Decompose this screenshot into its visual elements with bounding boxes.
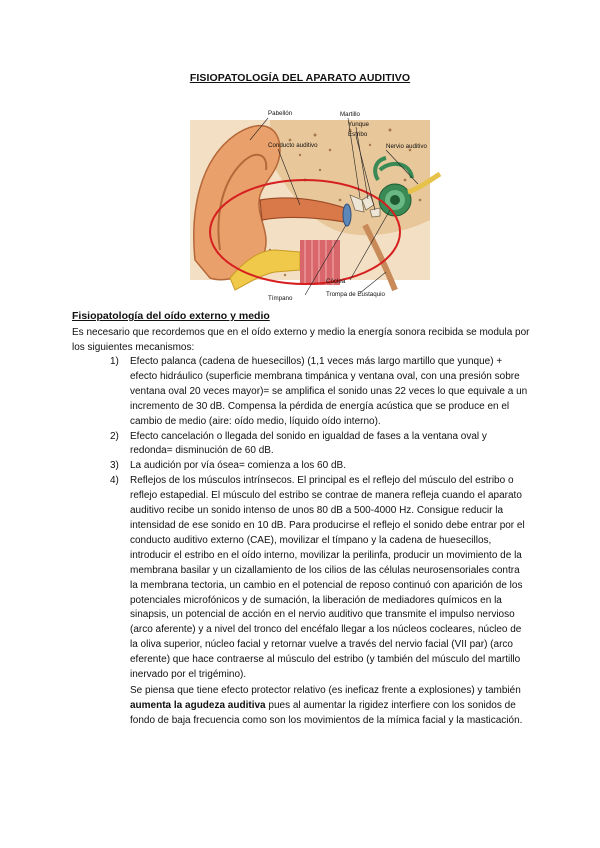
label-coclea: Cóclea <box>326 278 346 285</box>
list-item <box>110 430 530 460</box>
list-item <box>110 474 530 728</box>
extra-text-bold: aumenta la agudeza auditiva <box>130 699 266 711</box>
label-trompa: Trompa de Eustaquio <box>326 291 385 298</box>
extra-text-start: Se piensa que tiene efecto protector relativo (es ineficaz frente a explosiones) y también <box>130 684 521 696</box>
tympanic-membrane <box>343 204 351 226</box>
mechanisms-list <box>110 355 530 729</box>
list-item <box>110 459 530 474</box>
label-estribo: Estribo <box>348 131 368 138</box>
item-number: 1) <box>110 356 119 367</box>
item-number: 2) <box>110 430 119 442</box>
protective-effect-paragraph <box>130 684 530 729</box>
item-text: La audición por vía ósea= comienza a los 60 dB. <box>130 460 346 472</box>
label-nervio: Nervio auditivo <box>386 143 427 150</box>
intro-paragraph: Es necesario que recordemos que en el oído externo y medio la energía sonora recibida se modula por los siguientes mecanismos: <box>72 327 530 354</box>
label-pabellon: Pabellón <box>268 110 293 117</box>
label-timpano: Tímpano <box>268 295 293 302</box>
section-heading: Fisiopatología del oído externo y medio <box>72 310 270 322</box>
item-text: Reflejos de los músculos intrínsecos. El principal es el reflejo del músculo del estribo o reflejo estapedial. El músculo del estribo se contrae de manera refleja cuando el aparato auditivo recibe un sonido intenso de unos 80 dB a 500-4000 Hz. Consigue reducir la intensidad de ese sonido en 10 dB. Para producirse el reflejo el sonido debe entrar por el conducto auditivo externo (CAE), movilizar el tímpano y la cadena de huesecillos, introducir el estribo en el oído interno, movilizar la perilinfa, producir un movimiento de la membrana basilar y un cizallamiento de los cilios de las células neurosensoriales contra la membrana tectoria, un cambio en el potencial de reposo continuó con aparición de los potenciales microfónicos y de sumación, la liberación de mediadores químicos en la sinapsis, un potencial de acción en el nervio auditivo que transmite el impulso nervioso (arco aferente) y a nivel del tronco del encéfalo llegar a los núcleos cocleares, núcleo de la oliva superior, núcleo facial y retornar vuelve a través del nervio facial (VII par) (arco eferente) que hace contraerse al músculo del estribo (y también del músculo del martillo inervado por el trigémino). <box>130 475 525 681</box>
document-title: FISIOPATOLOGÍA DEL APARATO AUDITIVO <box>189 72 411 84</box>
label-martillo: Martillo <box>340 111 360 118</box>
item-text: Efecto cancelación o llegada del sonido en igualdad de fases a la ventana oval y redonda= disminución de 60 dB. <box>130 430 487 457</box>
label-conducto: Conducto auditivo <box>268 142 318 149</box>
item-number: 4) <box>110 475 119 487</box>
extra-text-end: pues al aumentar la rigidez interfiere con los sonidos de fondo de baja frecuencia como son los movimientos de la mímica facial y la masticación. <box>130 699 523 726</box>
list-item <box>110 355 530 430</box>
ear-anatomy-figure <box>150 100 450 310</box>
item-number: 3) <box>110 460 119 472</box>
item-text: Efecto palanca (cadena de huesecillos) (1,1 veces más largo martillo que yunque) + efecto hidráulico (superficie membrana timpánica y ventana oval, con una presión sobre ventana oval 20 veces mayor)= se amplifica el sonido unas 22 veces lo que equivale a un incremento de 30 dB. Compensa la pérdida de energía acústica que se produce en el cambio de medio (aire: oído medio, líquido oído interno). <box>130 356 528 427</box>
label-yunque: Yunque <box>348 121 369 128</box>
